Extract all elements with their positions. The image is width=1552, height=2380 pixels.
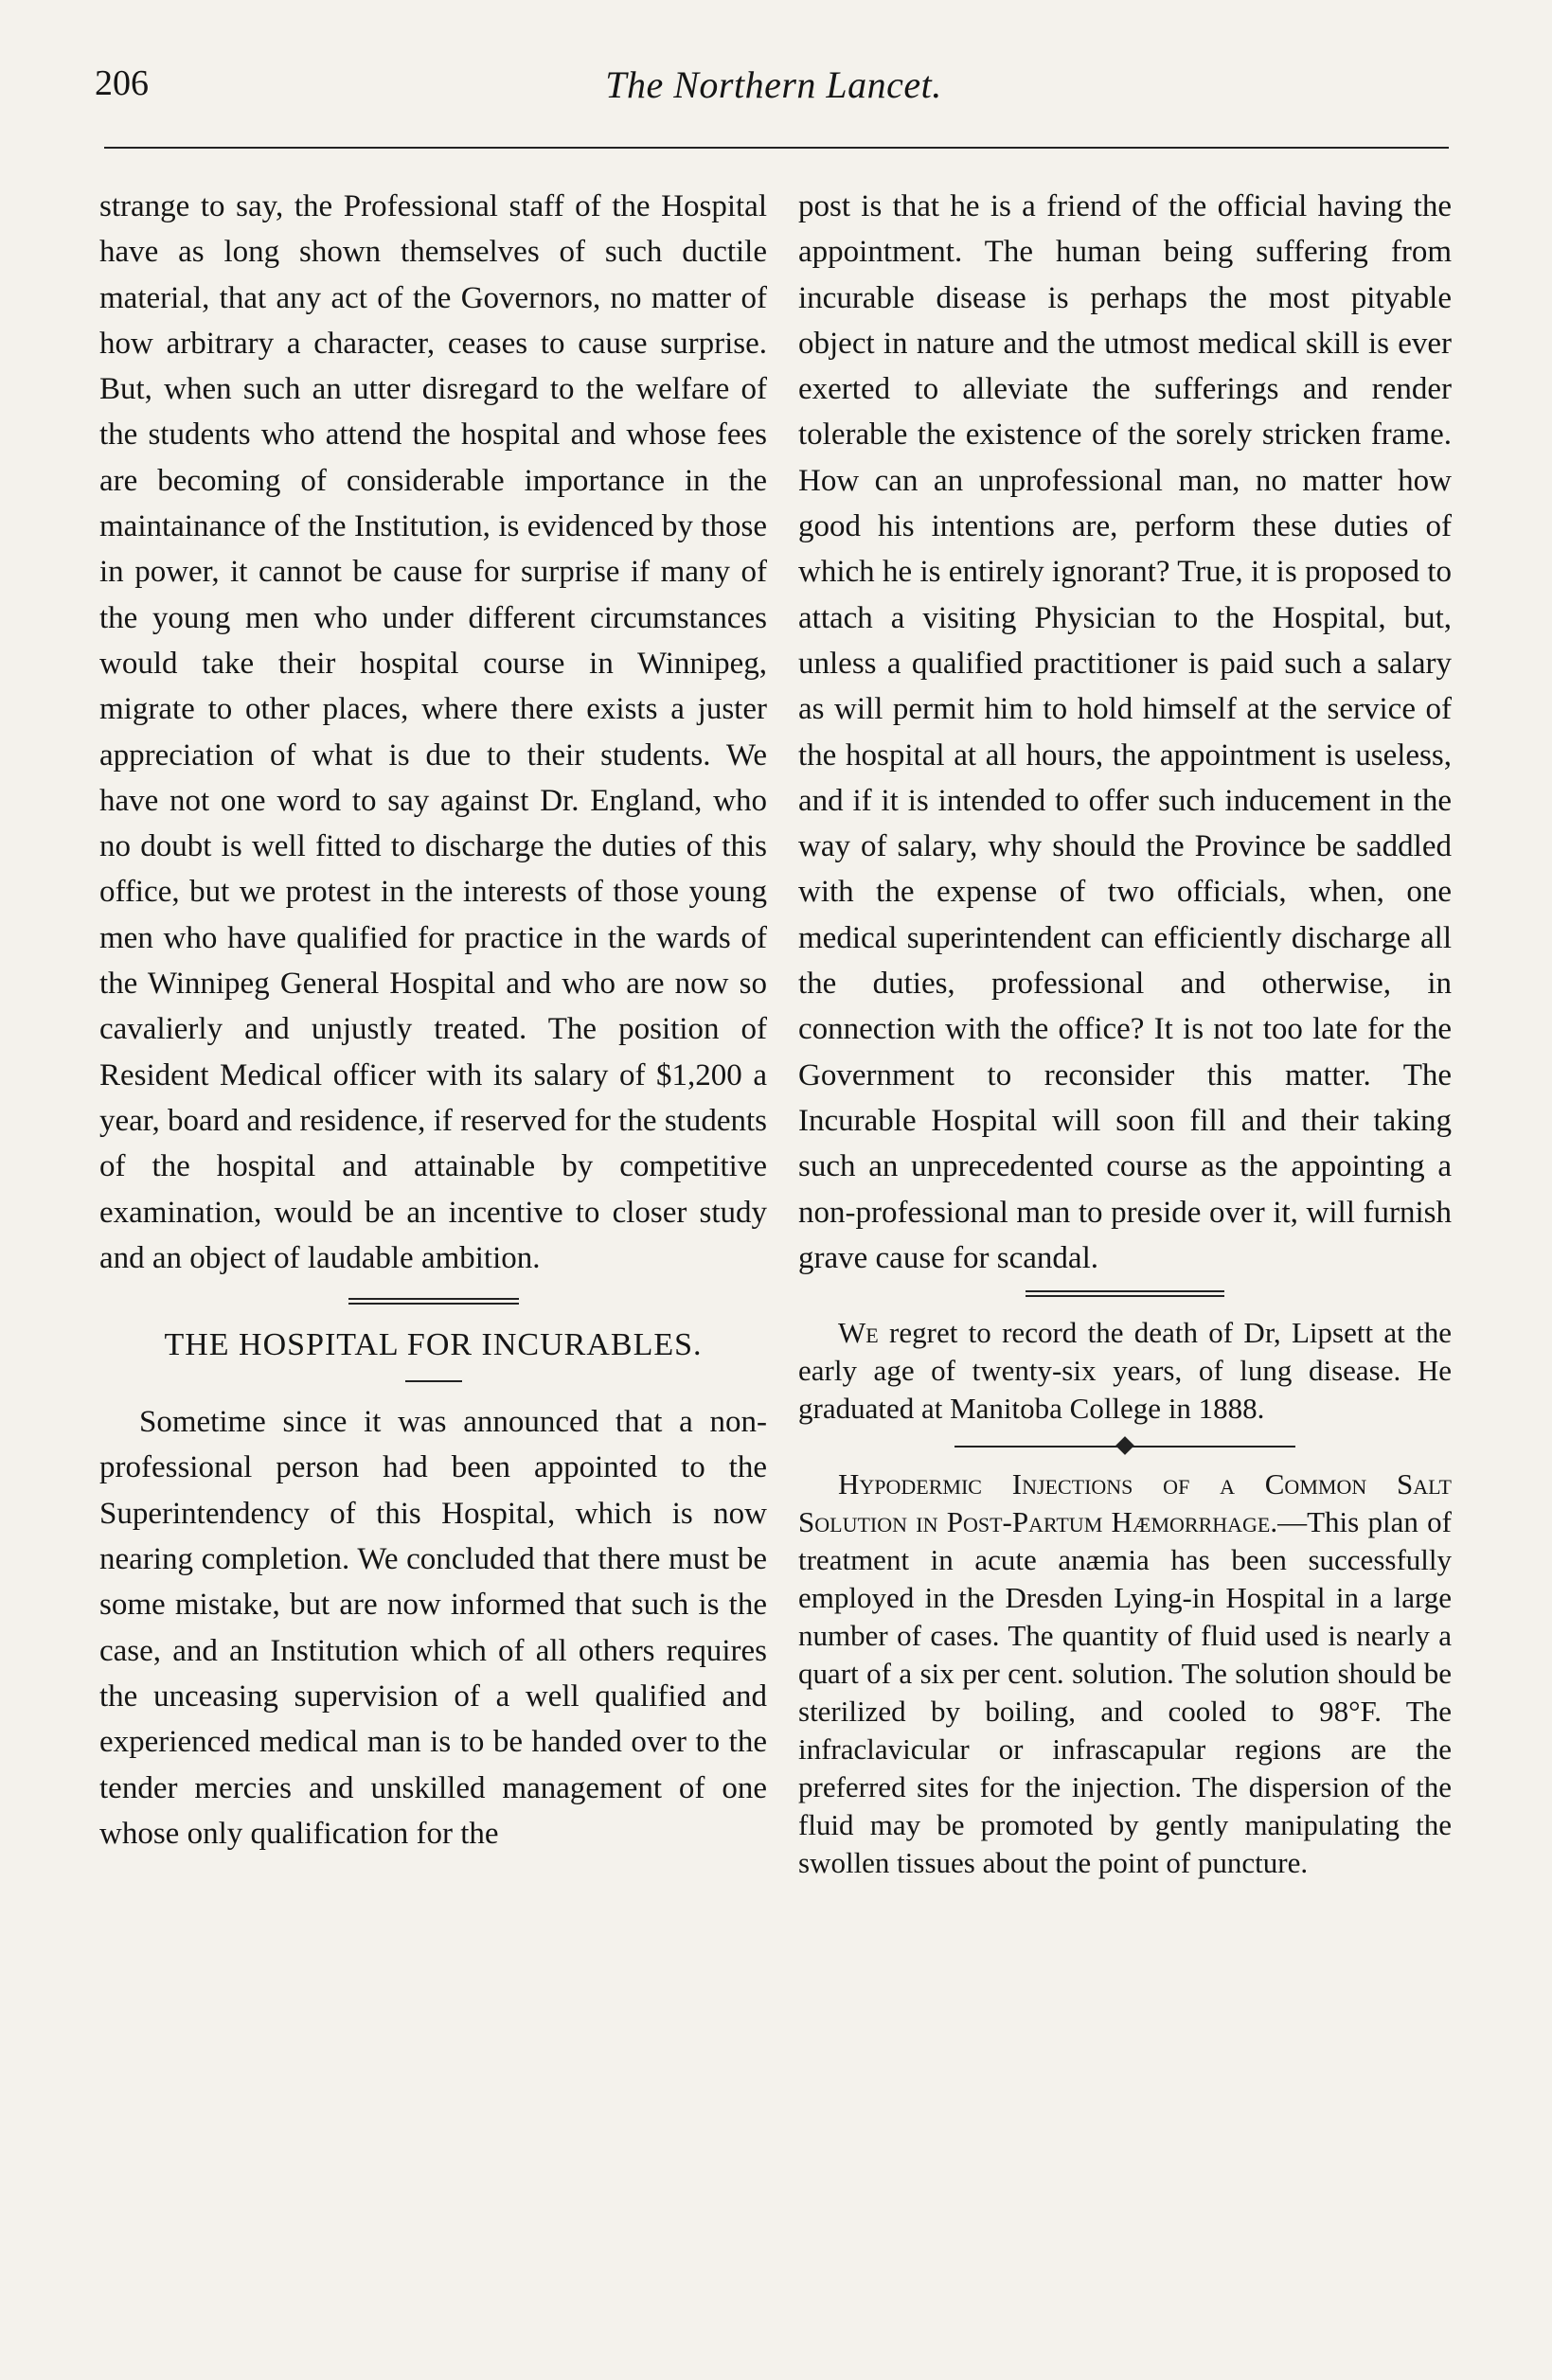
section-body-text: Sometime since it was announced that a non-professional person had been appointed to the Superintendency of this Hospital, which is now nearing completion. We concluded that there must be some mistake, but are now informed that such is the case, and an Institution which of all others requires the unceasing supervision of a well qualified and experienced medical man is to be handed over to the tender mercies and unskilled management of one whose only qualification for the (99, 1405, 767, 1851)
medical-note-text: —This plan of treatment in acute anæmia has been successfully employed in the Dresden Lying-in Hospital in a large number of cases. The quantity of fluid used is nearly a quart of a six per cent. solution. The solution should be sterilized by boiling, and cooled to 98°F. The infraclavicular or infrascapular regions are the preferred sites for the injection. The dispersion of the fluid may be promoted by gently manipulating the swollen tissues about the point of puncture. (798, 1505, 1452, 1880)
left-column (99, 184, 767, 1856)
page-header (95, 62, 1453, 119)
header-rule (104, 147, 1449, 149)
obituary-text: regret to record the death of Dr, Lipsett at the early age of twenty-six years, of lung disease. He graduated at Manitoba College in 1888. (798, 1316, 1452, 1426)
journal-title: The Northern Lancet. (605, 63, 942, 106)
section-heading: THE HOSPITAL FOR INCURABLES. (164, 1327, 703, 1363)
section-divider (348, 1298, 519, 1305)
editorial-continued-text: strange to say, the Professional staff of the Hospital have as long shown themselves of such ductile material, that any act of the Governors, no matter of how arbitrary a character, ceases to cause surprise. But, when such an utter disregard to the welfare of the students who attend the hospital and whose fees are becoming of considerable importance in the maintainance of the Institution, is evidenced by those in power, it cannot be cause for surprise if many of the young men who under different circumstances would take their hospital course in Winnipeg, migrate to other places, where there exists a juster appreciation of what is due to their students. We have not one word to say against Dr. England, who no doubt is well fitted to discharge the duties of this office, but we protest in the interests of those young men who have qualified for practice in the wards of the Winnipeg General Hospital and who are now so cavalierly and unjustly treated. The position of Resident Medical officer with its salary of $1,200 a year, board and residence, if reserved for the students of the hospital and attainable by competitive examination, would be an incentive to closer study and an object of laudable ambition. (99, 189, 767, 1275)
medical-note-heading: Hypodermic Injections of a Common Salt Solution in Post-Partum Hæmorrhage. (798, 1467, 1452, 1539)
article-divider (1026, 1290, 1224, 1297)
obituary-lead: We (838, 1316, 879, 1350)
obituary-paragraph (798, 1314, 1452, 1428)
medical-note-paragraph (798, 1465, 1452, 1882)
page-number: 206 (95, 63, 149, 103)
ornamental-divider (954, 1435, 1295, 1458)
right-column (798, 184, 1452, 1882)
diamond-ornament-icon (1115, 1436, 1134, 1455)
section-continued-text: post is that he is a friend of the official having the appointment. The human being suffering from incurable disease is perhaps the most pityable object in nature and the utmost medical skill is ever exerted to alleviate the sufferings and render tolerable the existence of the sorely stricken frame. How can an unprofessional man, no matter how good his intentions are, perform these duties of which he is entirely ignorant? True, it is proposed to attach a visiting Physician to the Hospital, but, unless a qualified practitioner is paid such a salary as will permit him to hold himself at the service of the hospital at all hours, the appointment is useless, and if it is intended to offer such inducement in the way of salary, why should the Province be saddled with the expense of two officials, when, one medical superintendent can efficiently discharge all the duties, professional and otherwise, in connection with the office? It is not too late for the Government to reconsider this matter. The Incurable Hospital will soon fill and their taking such an unprecedented course as the appointing a non-professional man to preside over it, will furnish grave cause for scandal. (798, 189, 1452, 1275)
heading-rule (405, 1380, 462, 1382)
